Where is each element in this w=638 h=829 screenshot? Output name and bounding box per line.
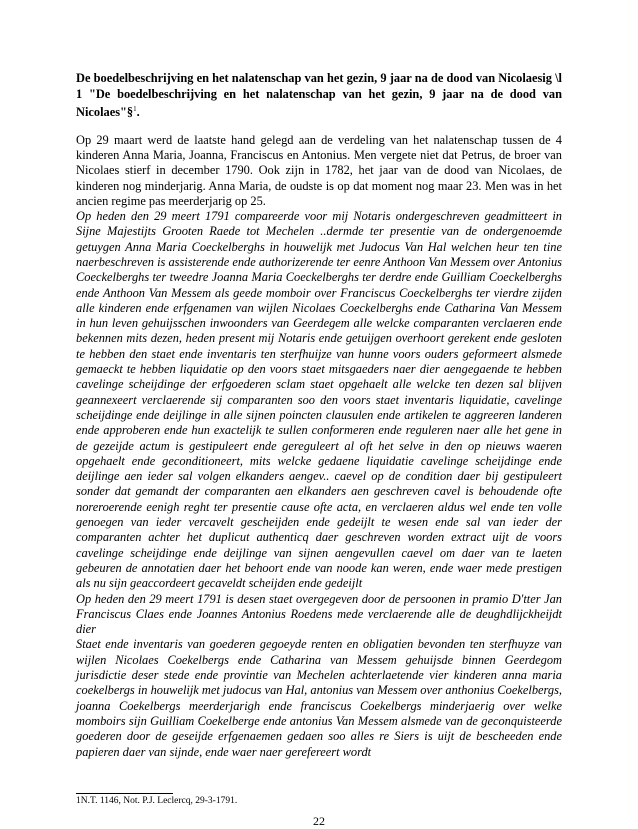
section-heading (76, 71, 562, 121)
quote-paragraph: Staet ende inventaris van goederen gegoeyde renten en obligatien bevonden ten sterfhuyze van wijlen Nicolaes Coekelbergs ende Catharina van Messem gehuijsde binnen Geerdegom jurisdictie deser stede ende provintie van Mechelen achterlaetende vier kinderen anna maria coekelbergs in houwelijk met judocus van Hal, antonius van Messem over anthonius Coekelbergs, joanna Coekelbergs meerderjarigh ende franciscus Coekelbergs minderjaerig over welke momboirs sijn Guilliam Coekelberge ende antonius Van Messem alsmede van de geconquisteerde goederen door de geseijde erfgenaemen gedaen soo alles re Siers is uijt de bescheeden ende papieren daer van sijnde, ende waer naer gerefereert wordt (76, 637, 562, 759)
quote-paragraph: Op heden den 29 meert 1791 compareerde voor mij Notaris ondergeschreven geadmitteert in Sijne Majestijts Grooten Raede tot Mechelen ..dermde ter presentie van de ondergenoemde getuygen Anna Maria Coeckelberghs in houwelijk met Judocus Van Hal welchen heur ten tine naerbeschreven is assisterende ende authorizerende ter eenre Anthoon Van Messem over Antonius Coeckelberghs ter tweedre Joanna Maria Coeckelberghs ter derdre ende Guilliam Coeckelberghs ende Anthoon Van Messem als geede momboir over Franciscus Coeckelberghs ter vierdre zijden alle kinderen ende erfgenamen van wijlen Nicolaes Coeckelberghs ende Catharina Van Messem in hun leven gehuijsschen inwoonders van Geerdegem alle welcke comparanten verclaeren ende bekennen mits dezen, heden present mij Notaris ende getuijgen overhoort gerekent ende gesloten te hebben den staet ende inventaris ten sterfhuijze van hunne voors ouders geformeert alsmede gemaeckt te hebben liquidatie op den voors staet mitsgaeders naer dier aengegaende te hebben cavelinge scheijdinge der erfgoederen sclam staet opgehaelt alle welcke ten dezen sal blijven geannexeert verclaerende sij comparanten soo den voors staet inventaris liquidatie, cavelinge scheijdinge ende deijlinge in alle sijnen poincten clausulen ende artikelen te aggreeren landeren ende approberen ende hun exactelijk te sullen conformeren ende reguleren naer alle het gene in de gezeijde actum is gestipuleert ende gereguleert al oft het selve in den op nieuws waeren opgehaelt ende geconditioneert, mits welcke gedaene liquidatie cavelinge scheijdinge ende deijlinge aen ieder sal volgen elkanders aengev.. caevel op de condition daer bij gestipuleert sonder dat gemandt der comparanten aen elkanders aen geschreven cavel is behoudende ofte noreroerende eenigh reght ter presentie cause ofte acta, en verclaeren aldus wel ende ten volle genoegen van ieder vercavelt gescheijden ende gedeijlt te wesen ende sal van ieder der comparanten achter het duplicut authenticq daer geschreven worden extract uijt de voors cavelinge scheijdinge ende deijlinge van sijnen aengevullen caevel om daer van te laeten gebeuren de annotatien daer het behoort ende van noode kan weren, ende waer mede prestigen als nu sijn geaccordeert gecaveldt scheijden ende gedeijlt (76, 209, 562, 591)
footnote-ref: 1 (133, 105, 137, 113)
heading-text: De boedelbeschrijving en het nalatenschap van het gezin, 9 jaar na de dood van Nicolaesig \l 1 "De boedelbeschrijving en het nalatenschap van het gezin, 9 jaar na de dood van Nicolaes"§ (76, 71, 562, 120)
quote-paragraph: Op heden den 29 meert 1791 is desen staet overgegeven door de persoonen in pramio D'tter Jan Franciscus Claes ende Joannes Antonius Roedens mede verclaerende alle de deughdlijckheijdt dier (76, 591, 562, 637)
footnote: 1N.T. 1146, Not. P.J. Leclercq, 29-3-1791. (76, 796, 238, 806)
page-number: 22 (313, 814, 325, 828)
document-body (76, 71, 562, 760)
footnote-divider (76, 793, 173, 794)
heading-end: . (136, 105, 140, 120)
intro-paragraph: Op 29 maart werd de laatste hand gelegd aan de verdeling van het nalatenschap tussen de 4 kinderen Anna Maria, Joanna, Franciscus en Antonius. Men vergete niet dat Petrus, de broer van Nicolaes stierf in december 1790. Ook zijn in 1782, het jaar van de dood van Nicolaes, de kinderen nog minderjarig. Anna Maria, de oudste is op dat moment nog maar 23. Men was in het ancien regime pas meerderjarig op 25. (76, 132, 562, 208)
